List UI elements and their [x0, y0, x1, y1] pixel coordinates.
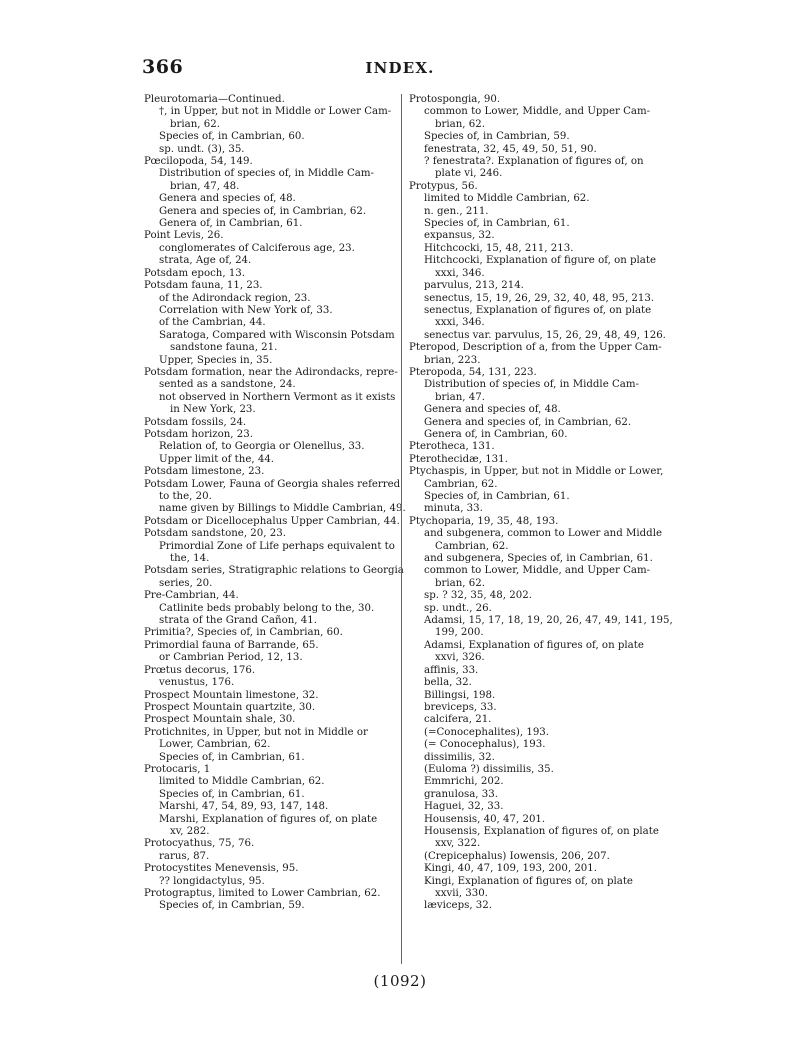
index-entry-line: Protocyathus, 75, 76. [144, 838, 255, 850]
index-entry-line: brian, 62. [435, 577, 485, 589]
index-entry-line: calcifera, 21. [424, 714, 492, 726]
index-entry-line: 199, 200. [435, 627, 484, 639]
index-entry [409, 826, 657, 851]
index-entry-line: Species of, in Cambrian, 60. [159, 131, 305, 143]
index-entry [409, 752, 657, 764]
index-entry [144, 366, 398, 392]
index-entry [409, 851, 657, 863]
index-entry-line: Hitchcocki, Explanation of figure of, on plate [424, 255, 656, 267]
index-entry [409, 665, 657, 677]
index-entry [144, 627, 394, 639]
index-entry-line: of the Adirondack region, 23. [159, 292, 311, 304]
index-entry [144, 156, 394, 168]
index-entry-line: sandstone fauna, 21. [170, 342, 278, 354]
index-entry [409, 181, 657, 193]
index-entry-line: n. gen., 211. [424, 205, 489, 217]
index-entry-line: Species of, in Cambrian, 59. [159, 900, 305, 912]
index-entry-line: Potsdam Lower, Fauna of Georgia shales referred [144, 478, 401, 490]
index-entry-line: Ptychaspis, in Upper, but not in Middle or Lower, [409, 466, 664, 478]
index-entry-line: Genera and species of, in Cambrian, 62. [159, 205, 367, 217]
index-entry-line: xv, 282. [170, 825, 210, 837]
index-entry [144, 690, 394, 702]
index-entry [144, 441, 394, 453]
index-entry-line: læviceps, 32. [424, 900, 493, 912]
index-entry-line: senectus, 15, 19, 26, 29, 32, 40, 48, 95, 213. [424, 292, 655, 304]
index-entry [409, 590, 657, 602]
index-entry [144, 317, 394, 329]
index-entry [144, 814, 394, 839]
index-entry [144, 541, 394, 566]
index-entry-line: Species of, in Cambrian, 61. [159, 788, 305, 800]
index-entry-line: brian, 62. [435, 118, 485, 130]
index-entry [409, 379, 657, 404]
index-entry [409, 94, 657, 106]
index-entry [144, 727, 394, 752]
index-entry-line: senectus, Explanation of figures of, on plate [424, 304, 652, 316]
index-entry-line: Catlinite beds probably belong to the, 30. [159, 602, 375, 614]
index-entry-line: brian, 47. [435, 391, 485, 403]
index-entry [144, 801, 394, 813]
index-entry-line: Genera of, in Cambrian, 60. [424, 428, 568, 440]
index-entry-line: Cambrian, 62. [435, 540, 509, 552]
index-entry-line: Billingsi, 198. [424, 689, 496, 701]
index-entry-line: Point Levis, 26. [144, 230, 224, 242]
index-entry [409, 230, 657, 242]
index-entry-line: Genera and species of, in Cambrian, 62. [424, 416, 632, 428]
index-entry [409, 342, 662, 367]
index-entry [409, 640, 657, 665]
index-entry-line: †, in Upper, but not in Middle or Lower Cam- [159, 106, 392, 118]
index-entry [144, 528, 394, 540]
index-entry [144, 280, 394, 292]
index-entry [144, 677, 394, 689]
index-entry [409, 516, 657, 528]
index-entry [144, 230, 394, 242]
index-entry-line: Potsdam limestone, 23. [144, 466, 265, 478]
index-entry [409, 900, 657, 912]
index-entry-line: common to Lower, Middle, and Upper Cam- [424, 565, 651, 577]
index-entry [409, 491, 657, 503]
index-entry-line: xxvi, 326. [435, 652, 485, 664]
index-entry-line: dissimilis, 32. [424, 751, 495, 763]
index-entry-line: rarus, 87. [159, 850, 210, 862]
index-entry-line: Adamsi, 15, 17, 18, 19, 20, 26, 47, 49, 141, 195, [424, 615, 673, 627]
index-entry [409, 329, 666, 342]
index-entry-line: fenestrata, 32, 45, 49, 50, 51, 90. [424, 143, 597, 155]
index-entry-line: Hitchcocki, 15, 48, 211, 213. [424, 242, 574, 254]
index-entry [409, 305, 657, 330]
index-entry [144, 330, 394, 355]
index-entry-line: Pteropod, Description of a, from the Upper Cam- [409, 342, 662, 354]
index-entry-line: Species of, in Cambrian, 61. [159, 751, 305, 763]
index-entry-line: sp. undt., 26. [424, 602, 492, 614]
index-entry-line: Protocystites Menevensis, 95. [144, 863, 299, 875]
index-entry-line: Haguei, 32, 33. [424, 801, 504, 813]
index-entry-line: not observed in Northern Vermont as it exists [159, 391, 396, 403]
index-entry [144, 503, 406, 515]
index-entry-line: Pre-Cambrian, 44. [144, 590, 239, 602]
index-entry [409, 727, 657, 739]
index-entry [409, 156, 657, 181]
index-entry-line: Protypus, 56. [409, 180, 478, 192]
index-entry [144, 789, 394, 801]
index-entry-line: xxv, 322. [435, 838, 481, 850]
index-entry-line: Marshi, 47, 54, 89, 93, 147, 148. [159, 801, 329, 813]
index-entry-line: Housensis, Explanation of figures of, on plate [424, 825, 659, 837]
index-entry [409, 206, 657, 218]
index-entry-line: the, 14. [170, 553, 210, 565]
index-entry [144, 218, 394, 230]
index-entry-line: ?? longidactylus, 95. [159, 875, 265, 887]
index-entry [409, 454, 657, 466]
index-entry [409, 615, 673, 640]
index-entry-line: to the, 20. [159, 491, 212, 502]
index-entry [144, 665, 394, 677]
index-entry-line: of the Cambrian, 44. [159, 317, 266, 329]
index-entry [144, 702, 394, 714]
index-entry-line: limited to Middle Cambrian, 62. [424, 193, 590, 205]
index-entry-line: Protospongia, 90. [409, 94, 501, 105]
index-entry [144, 206, 394, 218]
index-entry [144, 305, 394, 317]
index-entry [409, 528, 662, 553]
page-number: 366 [142, 56, 184, 78]
index-entry [409, 417, 657, 429]
index-entry [144, 900, 394, 912]
index-entry [144, 838, 394, 850]
index-entry-line: Prœtus decorus, 176. [144, 664, 256, 676]
index-entry-line: in New York, 23. [170, 404, 256, 416]
index-entry-line: Prospect Mountain quartzite, 30. [144, 701, 316, 713]
index-entry [409, 565, 657, 590]
index-entry-line: Potsdam fauna, 11, 23. [144, 280, 263, 292]
index-entry [144, 454, 394, 466]
index-entry-line: brian, 223. [424, 354, 481, 366]
index-entry [144, 603, 394, 615]
index-entry-line: xxvii, 330. [435, 888, 488, 899]
index-entry [409, 218, 657, 230]
index-entry [409, 503, 657, 515]
index-entry-line: brian, 47, 48. [170, 180, 240, 192]
index-entry-line: strata, Age of, 24. [159, 255, 252, 267]
index-entry [144, 590, 394, 602]
index-entry [409, 106, 657, 131]
index-entry-line: Species of, in Cambrian, 61. [424, 491, 570, 502]
index-entry [144, 888, 394, 900]
index-entry-line: expansus, 32. [424, 230, 495, 242]
folio: (1092) [373, 972, 427, 990]
index-entry-line: Genera and species of, 48. [159, 193, 296, 205]
index-entry [409, 193, 657, 205]
index-entry-line: series, 20. [159, 577, 213, 589]
index-entry [409, 764, 657, 776]
index-entry-line: Protichnites, in Upper, but not in Middle or [144, 726, 368, 738]
index-entry-line: Kingi, Explanation of figures of, on plate [424, 875, 633, 887]
index-entry-line: Cambrian, 62. [424, 478, 498, 490]
index-entry-line: Pœcilopoda, 54, 149. [144, 156, 253, 168]
index-entry [409, 131, 657, 143]
index-entry-line: Pleurotomaria—Continued. [144, 94, 285, 105]
index-entry-line: Potsdam or Dicellocephalus Upper Cambrian, 44. [144, 515, 400, 527]
index-entry-line: Upper, Species in, 35. [159, 354, 273, 366]
index-entry [144, 392, 394, 417]
index-entry [144, 417, 394, 429]
index-entry [144, 131, 394, 143]
index-entry-line: Marshi, Explanation of figures of, on plate [159, 813, 378, 825]
index-entry-line: Prospect Mountain limestone, 32. [144, 689, 319, 701]
index-entry [409, 466, 664, 491]
index-entry-line: Lower, Cambrian, 62. [159, 739, 271, 751]
index-entry [144, 355, 394, 367]
index-entry-line: Protocaris, 1 [144, 763, 211, 775]
index-entry-line: Primordial Zone of Life perhaps equivalent to [159, 540, 395, 552]
index-entry-line: Emmrichi, 202. [424, 776, 504, 788]
index-entry [144, 268, 394, 280]
index-entry-line: Pteropoda, 54, 131, 223. [409, 366, 537, 378]
index-column-left [144, 94, 406, 913]
index-entry-line: Prospect Mountain shale, 30. [144, 714, 296, 726]
index-entry [144, 714, 394, 726]
index-entry-line: (= Conocephalus), 193. [424, 739, 546, 751]
index-entry [144, 144, 394, 156]
index-entry-line: limited to Middle Cambrian, 62. [159, 776, 325, 788]
index-entry-line: name given by Billings to Middle Cambrian, 49. [159, 503, 406, 515]
index-entry-line: Primitia?, Species of, in Cambrian, 60. [144, 627, 343, 639]
index-entry [144, 764, 394, 776]
index-column-right [409, 94, 673, 913]
index-entry-line: Pterothecidæ, 131. [409, 453, 508, 465]
index-entry [409, 801, 657, 813]
index-entry-line: Pterotheca, 131. [409, 441, 495, 453]
index-entry-line: Potsdam fossils, 24. [144, 416, 247, 428]
index-entry [409, 603, 657, 615]
index-entry-line: (=Conocephalites), 193. [424, 726, 550, 738]
index-entry-line: Kingi, 40, 47, 109, 193, 200, 201. [424, 863, 598, 875]
column-divider [401, 94, 402, 964]
index-entry [409, 814, 657, 826]
index-entry [144, 478, 401, 504]
index-entry-line: Protograptus, limited to Lower Cambrian, 62. [144, 888, 381, 899]
index-entry-line: strata of the Grand Cañon, 41. [159, 615, 317, 627]
index-entry-line: Potsdam series, Stratigraphic relations to Georgia [144, 565, 404, 577]
index-entry-line: Potsdam formation, near the Adirondacks, repre- [144, 366, 398, 378]
index-entry-line: granulosa, 33. [424, 788, 498, 800]
index-entry [409, 367, 657, 379]
index-entry-line: Adamsi, Explanation of figures of, on plate [424, 639, 644, 651]
index-entry [144, 193, 394, 205]
index-entry [409, 876, 657, 901]
index-entry-line: Genera and species of, 48. [424, 404, 561, 416]
index-entry [144, 255, 394, 267]
index-entry-line: venustus, 176. [159, 677, 235, 689]
index-entry [144, 94, 394, 106]
index-entry-line: Potsdam epoch, 13. [144, 267, 246, 279]
index-entry-line: Potsdam sandstone, 20, 23. [144, 528, 286, 540]
index-entry [409, 776, 657, 788]
index-entry [144, 243, 394, 255]
index-entry-line: Distribution of species of, in Middle Cam- [159, 168, 374, 180]
index-entry [144, 652, 394, 664]
index-entry [409, 677, 657, 689]
index-entry-line: xxxi, 346. [435, 317, 485, 329]
index-entry [144, 776, 394, 788]
index-entry-line: sp. undt. (3), 35. [159, 143, 245, 155]
index-entry-line: Saratoga, Compared with Wisconsin Potsdam [159, 329, 395, 341]
index-entry-line: plate vi, 246. [435, 168, 503, 180]
index-entry-line: common to Lower, Middle, and Upper Cam- [424, 106, 651, 118]
index-entry-line: parvulus, 213, 214. [424, 280, 524, 292]
index-entry-line: Upper limit of the, 44. [159, 453, 275, 465]
index-entry-line: Distribution of species of, in Middle Cam- [424, 379, 639, 391]
index-entry-line: sp. ? 32, 35, 48, 202. [424, 590, 532, 602]
index-entry-line: Potsdam horizon, 23. [144, 428, 253, 440]
index-entry [144, 106, 394, 131]
index-entry [409, 280, 657, 292]
running-head: INDEX. [365, 59, 435, 77]
index-entry-line: conglomerates of Calciferous age, 23. [159, 242, 355, 254]
index-entry [409, 789, 657, 801]
index-entry [144, 615, 394, 627]
index-entry [144, 515, 400, 528]
index-entry-line: sented as a sandstone, 24. [159, 379, 296, 391]
index-entry-line: Genera of, in Cambrian, 61. [159, 218, 303, 230]
index-entry [409, 293, 657, 305]
index-entry [409, 702, 657, 714]
index-entry-line: Species of, in Cambrian, 61. [424, 218, 570, 230]
index-entry [144, 466, 394, 478]
index-entry [144, 429, 394, 441]
index-entry-line: minuta, 33. [424, 503, 483, 515]
index-entry [409, 144, 657, 156]
index-entry-line: brian, 62. [170, 118, 220, 130]
index-entry-line: bella, 32. [424, 677, 472, 689]
index-entry [144, 863, 394, 875]
index-entry-line: Housensis, 40, 47, 201. [424, 813, 546, 825]
index-entry-line: and subgenera, common to Lower and Middle [424, 528, 662, 540]
index-entry-line: affinis, 33. [424, 664, 479, 676]
index-entry [144, 851, 394, 863]
index-entry-line: Primordial fauna of Barrande, 65. [144, 639, 319, 651]
index-entry [409, 739, 657, 751]
index-entry [409, 553, 657, 565]
index-entry [144, 752, 394, 764]
index-entry-line: senectus var. parvulus, 15, 26, 29, 48, 49, 126. [424, 329, 666, 341]
index-entry-line: and subgenera, Species of, in Cambrian, 61. [424, 553, 653, 565]
index-entry-line: breviceps, 33. [424, 701, 497, 713]
index-entry [144, 565, 404, 590]
index-entry [144, 876, 394, 888]
index-entry [409, 863, 657, 875]
index-entry [144, 168, 394, 193]
index-entry-line: ? fenestrata?. Explanation of figures of, on [424, 156, 644, 168]
index-entry [409, 690, 657, 702]
index-entry [409, 441, 657, 453]
index-entry-line: Relation of, to Georgia or Olenellus, 33. [159, 441, 365, 453]
index-entry-line: (Crepicephalus) Iowensis, 206, 207. [424, 850, 610, 862]
index-entry [144, 640, 394, 652]
index-entry-line: or Cambrian Period, 12, 13. [159, 652, 303, 664]
index-entry-line: Correlation with New York of, 33. [159, 304, 333, 316]
index-entry [144, 293, 394, 305]
index-entry-line: (Euloma ?) dissimilis, 35. [424, 763, 554, 775]
index-entry [409, 404, 657, 416]
index-entry [409, 255, 657, 280]
index-entry-line: xxxi, 346. [435, 267, 485, 279]
index-entry [409, 429, 657, 441]
index-entry-line: Ptychoparia, 19, 35, 48, 193. [409, 515, 559, 527]
index-entry-line: Species of, in Cambrian, 59. [424, 131, 570, 143]
index-entry [409, 714, 657, 726]
index-entry [409, 243, 657, 255]
